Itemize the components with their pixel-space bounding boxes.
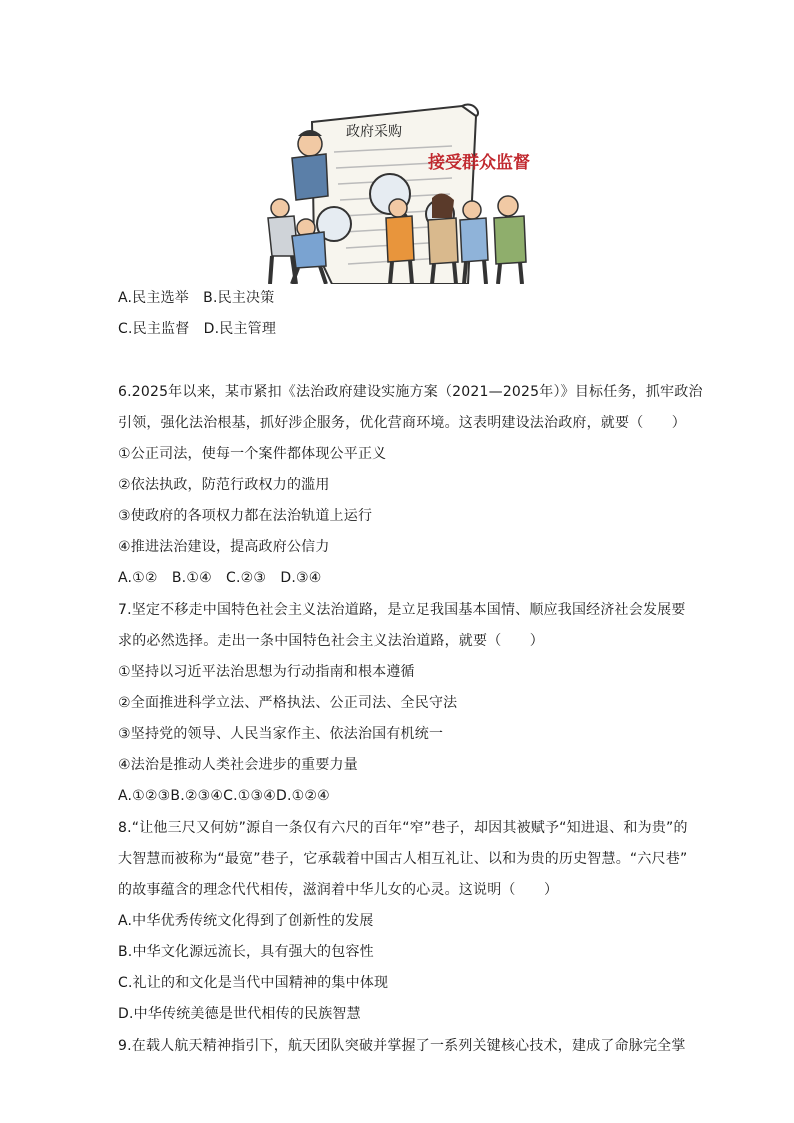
- cartoon-svg: [262, 96, 544, 284]
- question-stem-line: 6.2025年以来，某市紧扣《法治政府建设实施方案（2021—2025年）》目标任务，抓牢政治: [118, 384, 703, 400]
- question-stem-line: 引领，强化法治根基，抓好涉企服务，优化营商环境。这表明建设法治政府，就要（ ）: [118, 415, 686, 431]
- statement-line: ④推进法治建设，提高政府公信力: [118, 539, 330, 555]
- statement-line: ①公正司法，使每一个案件都体现公平正义: [118, 446, 387, 462]
- question-stem-line: 8.“让他三尺又何妨”源自一条仅有六尺的百年“窄”巷子，却因其被赋予“知进退、和为贵”的: [118, 820, 688, 836]
- statement-line: ②依法执政，防范行政权力的滥用: [118, 477, 330, 493]
- statement-line: ①坚持以习近平法治思想为行动指南和根本遵循: [118, 664, 415, 680]
- option-line: A.中华优秀传统文化得到了创新性的发展: [118, 913, 374, 929]
- option-line: A.民主选举 B.民主决策: [118, 290, 275, 306]
- statement-line: ③坚持党的领导、人民当家作主、依法治国有机统一: [118, 726, 444, 742]
- question-stem-line: 求的必然选择。走出一条中国特色社会主义法治道路，就要（ ）: [118, 633, 544, 649]
- option-line: C.礼让的和文化是当代中国精神的集中体现: [118, 975, 389, 991]
- statement-line: ②全面推进科学立法、严格执法、公正司法、全民守法: [118, 695, 458, 711]
- banner-text: 接受群众监督: [428, 153, 530, 173]
- cartoon-illustration: [262, 96, 544, 284]
- question-stem-line: 7.坚定不移走中国特色社会主义法治道路，是立足我国基本国情、顺应我国经济社会发展要: [118, 602, 686, 618]
- statement-line: ④法治是推动人类社会进步的重要力量: [118, 757, 358, 773]
- option-line: B.中华文化源远流长，具有强大的包容性: [118, 944, 374, 960]
- question-stem-line: 的故事蕴含的理念代代相传，滋润着中华儿女的心灵。这说明（ ）: [118, 882, 559, 898]
- question-stem-line: 9.在载人航天精神指引下，航天团队突破并掌握了一系列关键核心技术，建成了命脉完全掌: [118, 1038, 686, 1054]
- statement-line: ③使政府的各项权力都在法治轨道上运行: [118, 508, 373, 524]
- document-title-text: 政府采购: [346, 124, 402, 140]
- question-stem-line: 大智慧而被称为“最宽”巷子，它承载着中国古人相互礼让、以和为贵的历史智慧。“六尺巷”: [118, 851, 688, 867]
- option-line: A.①②③B.②③④C.①③④D.①②④: [118, 788, 330, 804]
- option-line: C.民主监督 D.民主管理: [118, 321, 277, 337]
- option-line: A.①② B.①④ C.②③ D.③④: [118, 570, 322, 586]
- option-line: D.中华传统美德是世代相传的民族智慧: [118, 1006, 361, 1022]
